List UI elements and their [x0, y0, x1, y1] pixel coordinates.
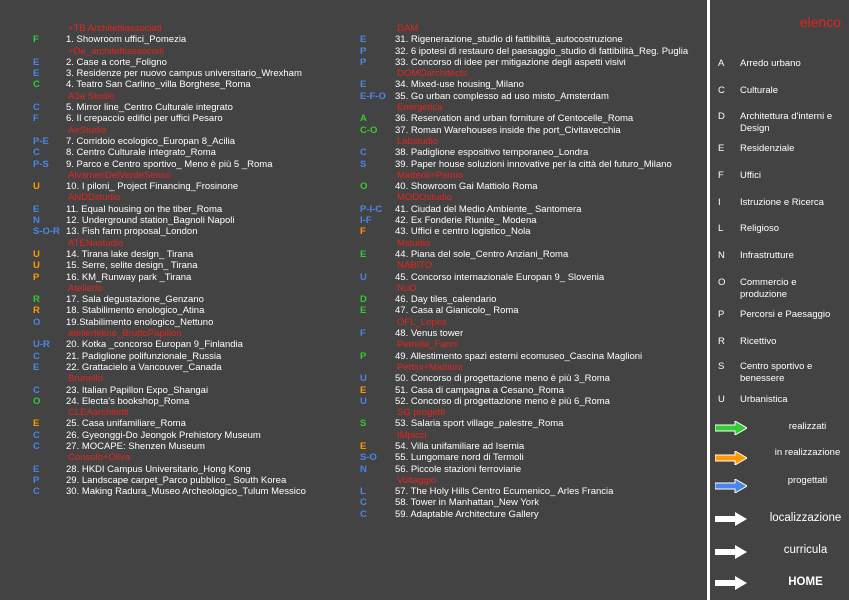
category-code: C: [33, 486, 40, 498]
project-link[interactable]: 29. Landscape carpet_Parco pubblico_ South Korea: [66, 474, 287, 486]
legend-label: Percorsi e Paesaggio: [740, 309, 831, 320]
studio-group-heading[interactable]: A3a Studio: [68, 90, 115, 102]
category-code: P-E: [33, 135, 49, 147]
category-code: O: [33, 316, 41, 328]
project-entry[interactable]: [0, 113, 354, 124]
category-code: E: [33, 361, 40, 373]
category-code: E: [360, 440, 367, 452]
project-entry[interactable]: [354, 215, 708, 226]
project-link[interactable]: 45. Concorso internazionale Europan 9_ Slovenia: [395, 271, 605, 283]
project-entry[interactable]: [0, 79, 354, 90]
studio-group-heading[interactable]: Mstudio: [397, 237, 431, 249]
project-link[interactable]: 49. Allestimento spazi esterni ecomuseo_Cascina Maglioni: [395, 350, 643, 362]
project-link[interactable]: 37. Roman Warehouses inside the port_Civitavecchia: [395, 124, 621, 136]
category-code: C: [33, 147, 40, 159]
category-code: R: [33, 305, 40, 317]
studio-group-heading[interactable]: Voltaggio: [397, 474, 437, 486]
project-list-right: [354, 0, 708, 520]
project-link[interactable]: 6. Il crepaccio edifici per uffici Pesaro: [66, 113, 223, 125]
legend-key: S: [718, 361, 725, 372]
project-link[interactable]: 14. Tirana lake design_ Tirana: [66, 248, 194, 260]
project-link[interactable]: 21. Padiglione polifunzionale_Russia: [66, 350, 222, 362]
studio-group-heading[interactable]: Pettini+Mattioni: [397, 361, 463, 373]
legend-label: Urbanistica: [740, 394, 788, 405]
project-link[interactable]: 28. HKDI Campus Universitario_Hong Kong: [66, 463, 251, 475]
category-code: E: [33, 56, 40, 68]
project-entry[interactable]: [354, 294, 708, 305]
curricula-arrow-icon[interactable]: [715, 545, 747, 559]
category-code: E: [33, 418, 40, 430]
category-code: F: [33, 113, 39, 125]
legend-key: U: [718, 394, 725, 405]
project-entry[interactable]: [0, 204, 354, 215]
project-link[interactable]: 53. Salaria sport village_palestre_Roma: [395, 418, 564, 430]
legend-label: Arredo urbano: [740, 58, 801, 69]
project-entry[interactable]: [354, 272, 708, 283]
legend-label: Infrastrutture: [740, 250, 794, 261]
project-link[interactable]: 51. Casa di campagna a Cesano_Roma: [395, 384, 564, 396]
studio-group-heading[interactable]: ANDDstudio: [68, 192, 121, 204]
project-link[interactable]: 54. Villa unifamiliare ad Isernia: [395, 440, 525, 452]
project-entry[interactable]: [0, 272, 354, 283]
project-entry[interactable]: [354, 351, 708, 362]
project-link[interactable]: 56. Piccole stazioni ferroviarie: [395, 463, 522, 475]
category-code: E: [33, 68, 40, 80]
project-entry[interactable]: [354, 204, 708, 215]
legend-item: [718, 336, 840, 348]
category-code: I-F: [360, 215, 372, 227]
legend-key: L: [718, 223, 724, 234]
project-entry[interactable]: [0, 181, 354, 192]
project-link[interactable]: 34. Mixed-use housing_Milano: [395, 79, 524, 91]
studio-group-heading[interactable]: CLEAarchitetti: [68, 407, 129, 419]
realizzati-arrow-icon: [715, 421, 747, 435]
project-link[interactable]: 32. 6 ipotesi di restauro del paesaggio_studio di fattibilità_Reg. Puglia: [395, 45, 689, 57]
project-link[interactable]: 40. Showroom Gai Mattiolo Roma: [395, 181, 538, 193]
status-progettati-label: progettati: [787, 475, 828, 486]
project-link[interactable]: 8. Centro Culturale integrato_Roma: [66, 147, 216, 159]
category-code: C: [33, 440, 40, 452]
project-entry[interactable]: [0, 464, 354, 475]
project-link[interactable]: 12. Underground station_Bagnoli Napoli: [66, 215, 235, 227]
category-code: C: [360, 497, 367, 509]
project-link[interactable]: 50. Concorso di progettazione meno è più 3_Roma: [395, 373, 610, 385]
project-link[interactable]: 7. Corridoio ecologico_Europan 8_Acilia: [66, 135, 235, 147]
legend-item: [718, 394, 840, 406]
studio-group-heading[interactable]: AeStudio: [68, 124, 107, 136]
legend-item: [718, 223, 840, 235]
legend-label: Uffici: [740, 170, 761, 181]
project-entry[interactable]: [0, 430, 354, 441]
project-link[interactable]: 13. Fish farm proposal_London: [66, 226, 198, 238]
category-code: P-I-C: [360, 203, 383, 215]
project-entry[interactable]: [354, 34, 708, 45]
category-code: C-O: [360, 124, 378, 136]
legend-key: I: [718, 197, 721, 208]
studio-group-heading[interactable]: Brunello: [68, 373, 103, 385]
project-link[interactable]: 15. Serre, selite design_ Tirana: [66, 260, 198, 272]
category-code: C: [33, 350, 40, 362]
project-entry[interactable]: [0, 362, 354, 373]
category-code: O: [360, 181, 368, 193]
legend-item: [718, 58, 840, 70]
legend-key: O: [718, 277, 726, 288]
category-code: P: [360, 45, 367, 57]
legend-key: R: [718, 336, 725, 347]
legend-key: N: [718, 250, 725, 261]
project-entry[interactable]: [354, 385, 708, 396]
project-entry[interactable]: [354, 79, 708, 90]
project-entry[interactable]: [0, 159, 354, 170]
category-code: P: [360, 56, 367, 68]
project-entry[interactable]: [0, 351, 354, 362]
project-link[interactable]: 26. Gyeonggi-Do Jeongok Prehistory Museum: [66, 429, 261, 441]
legend-key: A: [718, 58, 725, 69]
project-entry[interactable]: [354, 373, 708, 384]
legend-item: [718, 250, 840, 262]
project-entry[interactable]: [354, 305, 708, 316]
status-in-realizzazione-label: in realizzazione: [774, 447, 841, 458]
project-link[interactable]: 35. Go urban complesso ad uso misto_Amsterdam: [395, 90, 609, 102]
studio-group-heading[interactable]: +TB Architettiassociati: [68, 23, 162, 34]
project-entry[interactable]: [354, 328, 708, 339]
category-code: L: [360, 486, 366, 498]
category-code: E-F-O: [360, 90, 386, 102]
legend-label: Commercio e produzione: [740, 277, 797, 300]
project-entry[interactable]: [354, 418, 708, 429]
home-arrow-icon[interactable]: [715, 576, 747, 590]
project-entry[interactable]: [354, 91, 708, 102]
project-link[interactable]: 42. Ex Fonderie Riunite_ Modena: [395, 215, 537, 227]
project-entry[interactable]: [354, 497, 708, 508]
nav-home[interactable]: HOME: [788, 576, 823, 588]
legend-key: C: [718, 85, 725, 96]
project-link[interactable]: 44. Piana del sole_Centro Anziani_Roma: [395, 248, 569, 260]
project-link[interactable]: 43. Uffici e centro logistico_Nola: [395, 226, 531, 238]
project-entry[interactable]: [354, 486, 708, 497]
project-entry[interactable]: [0, 249, 354, 260]
project-entry[interactable]: [0, 260, 354, 271]
category-code: F: [360, 328, 366, 340]
project-link[interactable]: 1. Showroom uffici_Pomezia: [66, 34, 187, 46]
category-code: E: [360, 34, 367, 46]
studio-group-heading[interactable]: DOMOarchitects: [397, 68, 468, 80]
project-link[interactable]: 46. Day tiles_calendario: [395, 294, 497, 306]
studio-group-heading[interactable]: Labstudio: [397, 135, 439, 147]
legend-label: Architettura d'interni e Design: [740, 111, 833, 134]
project-entry[interactable]: [354, 57, 708, 68]
studio-group-heading[interactable]: OFL_Lopes: [397, 316, 447, 328]
category-code: U: [360, 395, 367, 407]
status-realizzati-label: realizzati: [788, 421, 827, 432]
project-link[interactable]: 20. Kotka _concorso Europan 9_Finlandia: [66, 339, 243, 351]
project-link[interactable]: 9. Parco e Centro sportivo_ Meno è più 5 _Roma: [66, 158, 273, 170]
legend-item: [718, 143, 840, 155]
project-link[interactable]: 17. Sala degustazione_Genzano: [66, 294, 204, 306]
legend-item: [718, 170, 840, 182]
project-link[interactable]: 3. Residenze per nuovo campus universitario_Wrexham: [66, 68, 302, 80]
legend-item: [718, 309, 840, 321]
category-code: O: [33, 395, 41, 407]
project-link[interactable]: 47. Casa al Gianicolo_ Roma: [395, 305, 519, 317]
studio-group-heading[interactable]: Atelierfo: [68, 282, 103, 294]
progettati-arrow-icon: [715, 479, 747, 493]
project-entry[interactable]: [0, 294, 354, 305]
legend-label: Residenziale: [740, 143, 795, 154]
project-link[interactable]: 16. KM_Runway park _Tirana: [66, 271, 192, 283]
project-entry[interactable]: [354, 249, 708, 260]
studio-group-heading[interactable]: ateliertekne_BruttoPapillon: [68, 328, 182, 340]
project-entry[interactable]: [0, 317, 354, 328]
project-link[interactable]: 18. Stabilimento enologico_Atina: [66, 305, 205, 317]
project-entry[interactable]: [0, 339, 354, 350]
category-code: U: [360, 271, 367, 283]
studio-group-heading[interactable]: NuO: [397, 282, 417, 294]
project-entry[interactable]: [354, 509, 708, 520]
studio-group-heading[interactable]: Consolo+Oliva: [68, 452, 131, 464]
project-link[interactable]: 27. MOCAPE: Shenzen Museum: [66, 440, 205, 452]
project-entry[interactable]: [354, 159, 708, 170]
legend-label: Ricettivo: [740, 336, 777, 347]
category-code: P: [33, 474, 40, 486]
project-link[interactable]: 24. Electa's bookshop_Roma: [66, 395, 190, 407]
category-code: U: [33, 260, 40, 272]
project-entry[interactable]: [0, 68, 354, 79]
nav-localizzazione[interactable]: localizzazione: [769, 512, 842, 524]
project-entry[interactable]: [354, 441, 708, 452]
studio-group-heading[interactable]: ATENastudio: [68, 237, 124, 249]
project-entry[interactable]: [0, 102, 354, 113]
category-code: U-R: [33, 339, 50, 351]
category-code: C: [360, 508, 367, 520]
legend-item: [718, 197, 840, 209]
project-entry[interactable]: [354, 147, 708, 158]
legend-label: Culturale: [740, 85, 779, 96]
category-code: N: [360, 463, 367, 475]
project-link[interactable]: 4. Teatro San Carlino_villa Borghese_Roma: [66, 79, 251, 91]
category-code: E: [33, 203, 40, 215]
project-entry[interactable]: [0, 396, 354, 407]
sidebar: [710, 0, 849, 600]
studio-group-heading[interactable]: SG progetti: [397, 407, 446, 419]
category-code: C: [33, 79, 40, 91]
studio-group-heading[interactable]: DAM: [397, 23, 419, 34]
studio-group-heading[interactable]: AlvameriDelVerdeSenso: [68, 169, 171, 181]
legend-label: Religioso: [740, 223, 780, 234]
category-code: S-O-R: [33, 226, 60, 238]
legend-key: P: [718, 309, 725, 320]
nav-curricula[interactable]: curricula: [783, 544, 828, 556]
project-link[interactable]: 25. Casa unifamiliare_Roma: [66, 418, 186, 430]
legend-item: [718, 111, 840, 135]
studio-group-heading[interactable]: Matteoli+Pamio: [397, 169, 463, 181]
project-entry[interactable]: [0, 441, 354, 452]
project-link[interactable]: 36. Reservation and urban forniture of Centocelle_Roma: [395, 113, 634, 125]
project-entry[interactable]: [0, 385, 354, 396]
legend-key: D: [718, 111, 725, 122]
project-entry[interactable]: [0, 147, 354, 158]
project-link[interactable]: 38. Padiglione espositivo temporaneo_Londra: [395, 147, 589, 159]
project-link[interactable]: 52. Concorso di progettazione meno è più 6_Roma: [395, 395, 610, 407]
in-realizzazione-arrow-icon: [715, 451, 747, 465]
elenco-title[interactable]: elenco: [799, 14, 841, 30]
project-link[interactable]: 23. Italian Papillon Expo_Shangai: [66, 384, 209, 396]
category-code: P-S: [33, 158, 49, 170]
legend-item: [718, 85, 840, 97]
project-link[interactable]: 30. Making Radura_Museo Archeologico_Tulum Messico: [66, 486, 306, 498]
project-link[interactable]: 58. Tower in Manhattan_New York: [395, 497, 539, 509]
project-link[interactable]: 2. Case a corte_Foligno: [66, 56, 167, 68]
project-link[interactable]: 5. Mirror line_Centro Culturale integrato: [66, 102, 233, 114]
project-link[interactable]: 10. I piloni_ Project Financing_Frosinone: [66, 181, 239, 193]
category-code: C: [360, 147, 367, 159]
project-entry[interactable]: [0, 475, 354, 486]
category-code: S-O: [360, 452, 377, 464]
project-entry[interactable]: [0, 136, 354, 147]
legend-label: Centro sportivo e benessere: [740, 361, 813, 384]
category-code: E: [33, 463, 40, 475]
project-entry[interactable]: [354, 452, 708, 463]
project-link[interactable]: 55. Lungomare nord di Termoli: [395, 452, 524, 464]
project-entry[interactable]: [354, 396, 708, 407]
project-link[interactable]: 41. Ciudad del Medio Ambiente_ Santomera: [395, 203, 582, 215]
legend-key: F: [718, 170, 724, 181]
legend-item: [718, 361, 840, 385]
category-code: E: [360, 79, 367, 91]
project-entry[interactable]: [354, 46, 708, 57]
category-code: S: [360, 418, 367, 430]
studio-group-heading[interactable]: MODOstudio: [397, 192, 452, 204]
category-code: C: [33, 102, 40, 114]
project-link[interactable]: 48. Venus tower: [395, 328, 464, 340]
project-list-left: [0, 0, 354, 497]
category-code: E: [360, 305, 367, 317]
category-code: A: [360, 113, 367, 125]
project-link[interactable]: 22. Grattacielo a Vancouver_Canada: [66, 361, 222, 373]
project-entry[interactable]: [354, 464, 708, 475]
project-link[interactable]: 11. Equal housing on the tiber_Roma: [66, 203, 223, 215]
category-code: R: [33, 294, 40, 306]
category-code: C: [33, 384, 40, 396]
category-code: U: [360, 373, 367, 385]
category-code: E: [360, 248, 367, 260]
legend-key: E: [718, 143, 725, 154]
project-entry[interactable]: [0, 226, 354, 237]
category-code: S: [360, 158, 367, 170]
category-code: U: [33, 248, 40, 260]
category-code: C: [33, 429, 40, 441]
project-entry[interactable]: [0, 57, 354, 68]
studio-group-heading[interactable]: tMpicci: [397, 429, 427, 441]
legend-item: [718, 277, 840, 301]
project-link[interactable]: 31. Rigenerazione_studio di fattibilità_autocostruzione: [395, 34, 623, 46]
category-code: D: [360, 294, 367, 306]
studio-group-heading[interactable]: NABITO: [397, 260, 433, 272]
studio-group-heading[interactable]: Energetica: [397, 102, 443, 114]
project-entry[interactable]: [0, 305, 354, 316]
project-link[interactable]: 39. Paper house soluzioni innovative per la città del futuro_Milano: [395, 158, 672, 170]
category-code: F: [360, 226, 366, 238]
project-link[interactable]: 57. The Holy Hills Centro Ecumenico_ Arles Francia: [395, 486, 614, 498]
project-entry[interactable]: [0, 215, 354, 226]
category-code: F: [33, 34, 39, 46]
project-link[interactable]: 59. Adaptable Architecture Gallery: [395, 508, 539, 520]
category-code: N: [33, 215, 40, 227]
category-code: U: [33, 181, 40, 193]
category-code: E: [360, 384, 367, 396]
project-entry[interactable]: [354, 181, 708, 192]
project-link[interactable]: 19.Stabilimento enologico_Nettuno: [66, 316, 214, 328]
project-entry[interactable]: [354, 226, 708, 237]
project-link[interactable]: 33. Concorso di idee per mitigazione degli aspetti visivi: [395, 56, 626, 68]
studio-group-heading[interactable]: +De_architettiassociati: [68, 45, 164, 57]
project-entry[interactable]: [0, 486, 354, 497]
localizzazione-arrow-icon[interactable]: [715, 512, 747, 526]
project-entry[interactable]: [354, 125, 708, 136]
category-code: P: [360, 350, 367, 362]
project-entry[interactable]: [0, 34, 354, 45]
project-entry[interactable]: [0, 418, 354, 429]
legend-label: Istruzione e Ricerca: [740, 197, 824, 208]
studio-group-heading[interactable]: Petrella_Fanni: [397, 339, 459, 351]
category-code: P: [33, 271, 40, 283]
project-entry[interactable]: [354, 113, 708, 124]
